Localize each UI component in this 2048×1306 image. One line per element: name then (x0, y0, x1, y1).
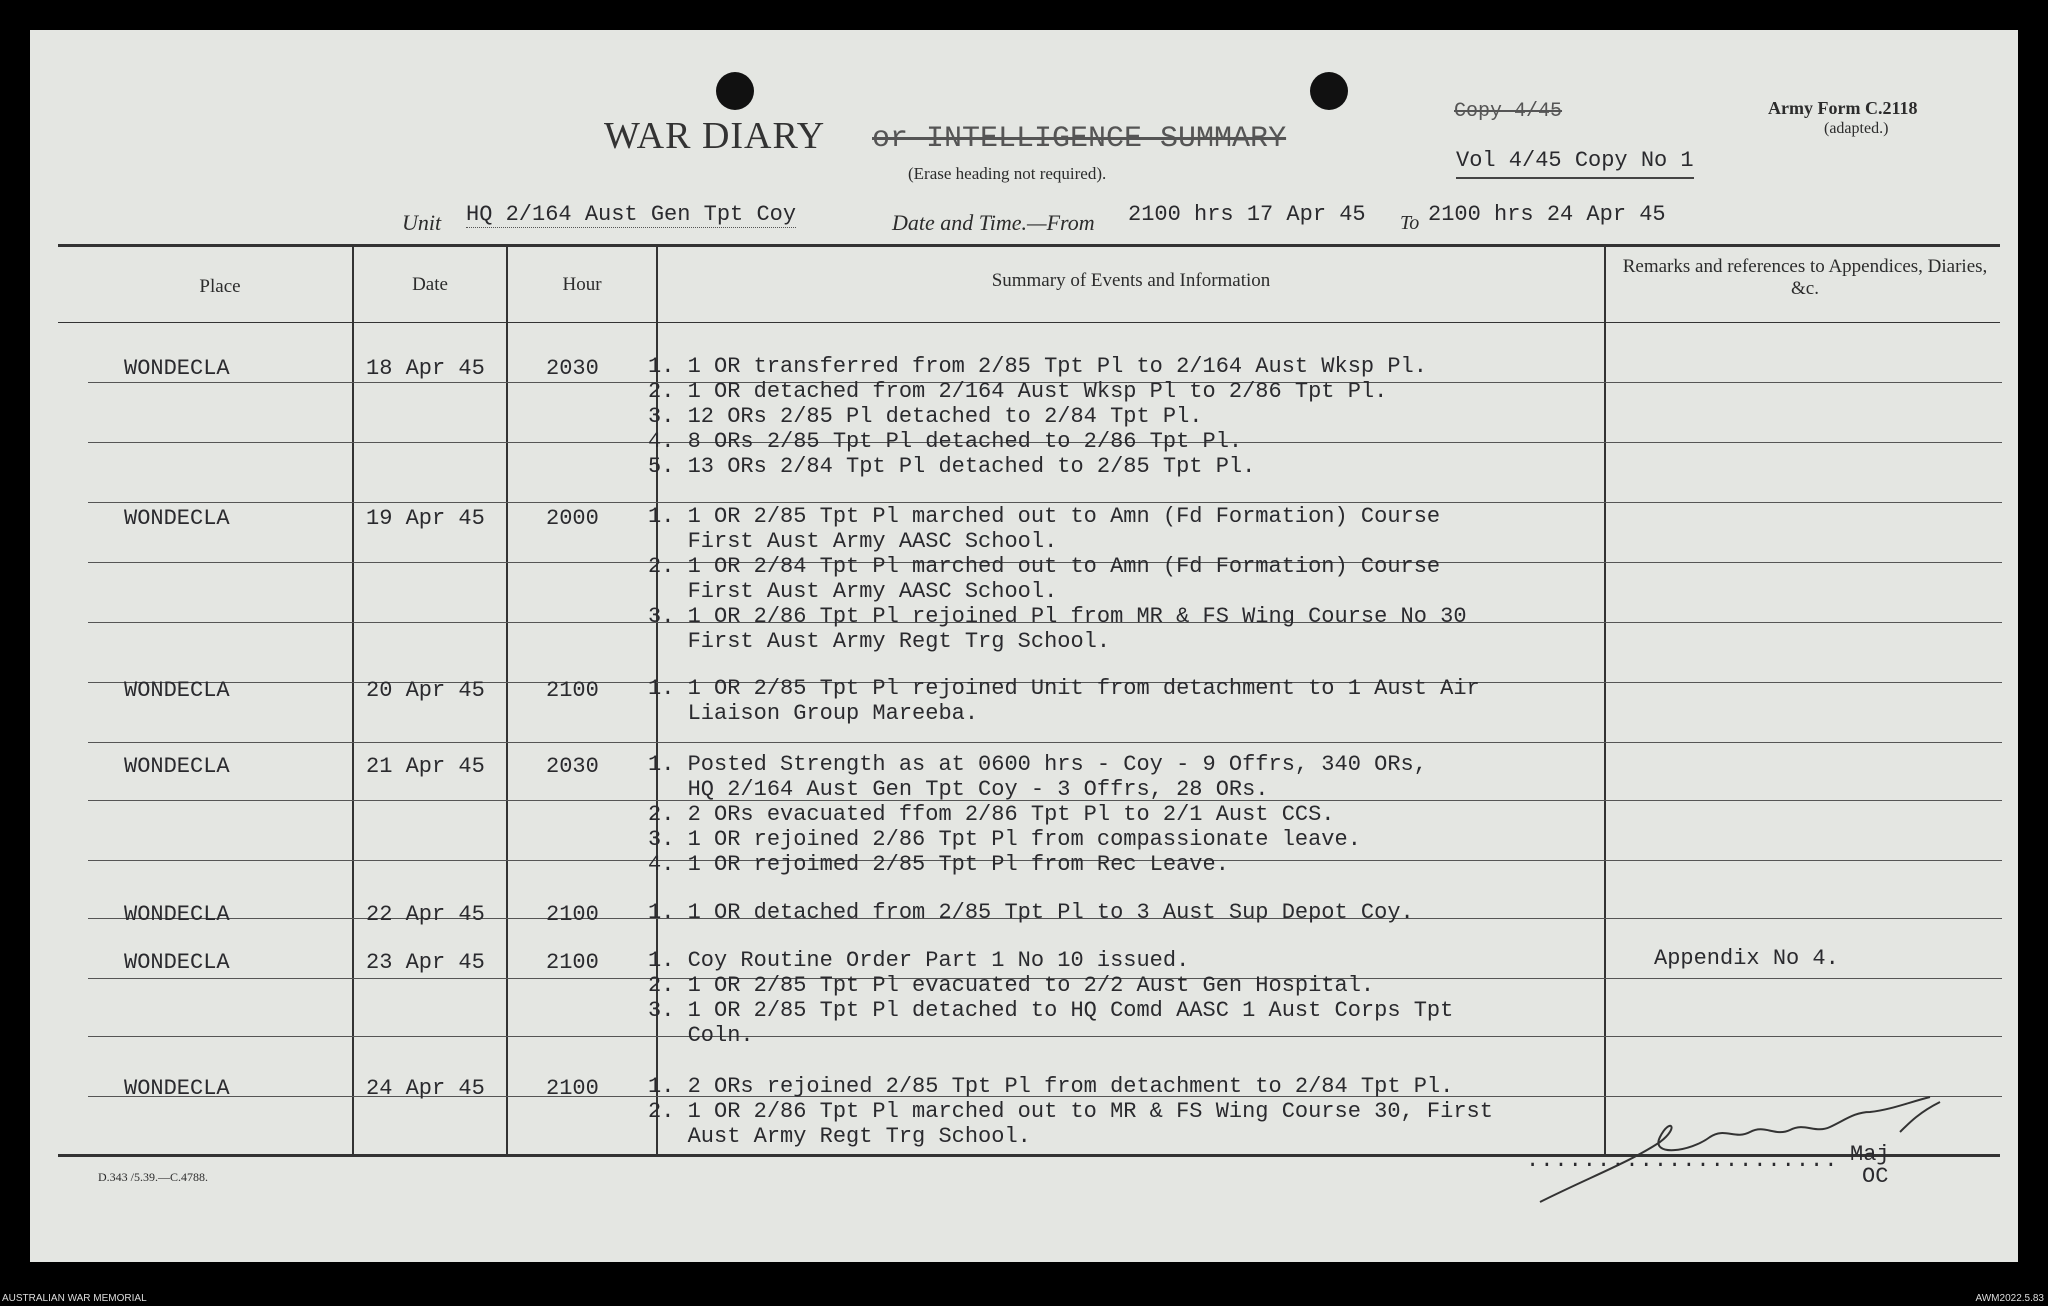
erase-note: (Erase heading not required). (908, 164, 1107, 183)
punch-hole (716, 72, 754, 110)
entry-item: 3. 12 ORs 2/85 Pl detached to 2/84 Tpt Pl. (648, 404, 1203, 429)
footer-right: AWM2022.5.83 (1975, 1293, 2044, 1304)
ruled-line (88, 502, 2002, 503)
entry-item: First Aust Army Regt Trg School. (648, 629, 1111, 654)
entry-date: 22 Apr 45 (366, 902, 485, 927)
vol-copy: Vol 4/45 Copy No 1 (1456, 148, 1694, 179)
signature-dots: ...................... (1526, 1148, 1839, 1173)
entry-item: 4. 1 OR rejoimed 2/85 Tpt Pl from Rec Leave. (648, 852, 1229, 877)
entry-hour: 2100 (546, 678, 599, 703)
col-place: Place (199, 276, 241, 297)
entry-place: WONDECLA (124, 678, 230, 703)
footer-left: AUSTRALIAN WAR MEMORIAL (2, 1293, 147, 1304)
entry-date: 23 Apr 45 (366, 950, 485, 975)
entry-date: 21 Apr 45 (366, 754, 485, 779)
entry-date: 19 Apr 45 (366, 506, 485, 531)
entry-place: WONDECLA (124, 356, 230, 381)
table-top-rule (58, 244, 2000, 247)
date-from: 2100 hrs 17 Apr 45 (1128, 202, 1366, 227)
entry-item: 2. 1 OR 2/85 Tpt Pl evacuated to 2/2 Aust Gen Hospital. (648, 973, 1375, 998)
diary-sheet (30, 30, 2018, 1262)
adapted-note: (adapted.) (1824, 120, 1889, 137)
entry-date: 20 Apr 45 (366, 678, 485, 703)
entry-place: WONDECLA (124, 950, 230, 975)
col-hour: Hour (562, 274, 602, 295)
entry-hour: 2000 (546, 506, 599, 531)
entry-item: 1. 2 ORs rejoined 2/85 Tpt Pl from detachment to 2/84 Tpt Pl. (648, 1074, 1454, 1099)
col-date: Date (412, 274, 448, 295)
punch-hole (1310, 72, 1348, 110)
entry-item: 1. 1 OR 2/85 Tpt Pl rejoined Unit from detachment to 1 Aust Air (648, 676, 1480, 701)
struck-heading: or INTELLIGENCE SUMMARY (872, 122, 1287, 156)
print-code: D.343 /5.39.—C.4788. (98, 1170, 209, 1184)
entry-item: 2. 2 ORs evacuated ffom 2/86 Tpt Pl to 2/1 Aust CCS. (648, 802, 1335, 827)
ruled-line (88, 742, 2002, 743)
entry-item: Coln. (648, 1023, 754, 1048)
entry-hour: 2030 (546, 754, 599, 779)
entry-item: First Aust Army AASC School. (648, 579, 1058, 604)
to-label: To (1400, 212, 1420, 234)
entry-item: 3. 1 OR 2/85 Tpt Pl detached to HQ Comd AASC 1 Aust Corps Tpt (648, 998, 1454, 1023)
signature-rank: Maj (1850, 1142, 1890, 1167)
appendix-remark: Appendix No 4. (1654, 946, 1839, 971)
entry-item: 1. 1 OR transferred from 2/85 Tpt Pl to 2/164 Aust Wksp Pl. (648, 354, 1427, 379)
struck-copy: Copy 4/45 (1454, 100, 1563, 123)
unit-value: HQ 2/164 Aust Gen Tpt Coy (466, 202, 797, 227)
archive-footer (0, 1292, 2048, 1306)
entry-item: 4. 8 ORs 2/85 Tpt Pl detached to 2/86 Tpt Pl. (648, 429, 1243, 454)
entry-item: 5. 13 ORs 2/84 Tpt Pl detached to 2/85 Tpt Pl. (648, 454, 1256, 479)
col-remarks: Remarks and references to Appendices, Diaries, &c. (1622, 256, 1988, 299)
entry-place: WONDECLA (124, 902, 230, 927)
entry-place: WONDECLA (124, 754, 230, 779)
entry-item: 1. Coy Routine Order Part 1 No 10 issued. (648, 948, 1190, 973)
entry-place: WONDECLA (124, 1076, 230, 1101)
entry-item: 2. 1 OR detached from 2/164 Aust Wksp Pl to 2/86 Tpt Pl. (648, 379, 1388, 404)
entry-hour: 2030 (546, 356, 599, 381)
entry-item: 2. 1 OR 2/84 Tpt Pl marched out to Amn (Fd Formation) Course (648, 554, 1441, 579)
date-label: Date and Time.—From (892, 210, 1095, 235)
entry-item: 2. 1 OR 2/86 Tpt Pl marched out to MR & FS Wing Course 30, First (648, 1099, 1493, 1124)
entry-item: 1. 1 OR detached from 2/85 Tpt Pl to 3 Aust Sup Depot Coy. (648, 900, 1414, 925)
entry-hour: 2100 (546, 950, 599, 975)
handwritten-signature (1510, 1082, 1970, 1212)
entry-date: 24 Apr 45 (366, 1076, 485, 1101)
col-summary: Summary of Events and Information (991, 270, 1271, 291)
army-form: Army Form C.2118 (1768, 98, 1918, 118)
date-to: 2100 hrs 24 Apr 45 (1428, 202, 1666, 227)
entry-item: 1. Posted Strength as at 0600 hrs - Coy - 9 Offrs, 340 ORs, (648, 752, 1427, 777)
entry-hour: 2100 (546, 1076, 599, 1101)
entry-hour: 2100 (546, 902, 599, 927)
entry-item: 3. 1 OR 2/86 Tpt Pl rejoined Pl from MR & FS Wing Course No 30 (648, 604, 1467, 629)
entry-item: HQ 2/164 Aust Gen Tpt Coy - 3 Offrs, 28 ORs. (648, 777, 1269, 802)
signature-role: OC (1862, 1164, 1889, 1189)
entry-item: 1. 1 OR 2/85 Tpt Pl marched out to Amn (Fd Formation) Course (648, 504, 1441, 529)
entry-place: WONDECLA (124, 506, 230, 531)
diary-title: WAR DIARY (604, 115, 826, 157)
entry-item: Aust Army Regt Trg School. (648, 1124, 1031, 1149)
entry-item: 3. 1 OR rejoined 2/86 Tpt Pl from compassionate leave. (648, 827, 1361, 852)
entry-item: Liaison Group Mareeba. (648, 701, 979, 726)
unit-label: Unit (402, 210, 442, 235)
entry-date: 18 Apr 45 (366, 356, 485, 381)
header-rule (58, 322, 2000, 323)
entry-item: First Aust Army AASC School. (648, 529, 1058, 554)
ruled-line (88, 1036, 2002, 1037)
